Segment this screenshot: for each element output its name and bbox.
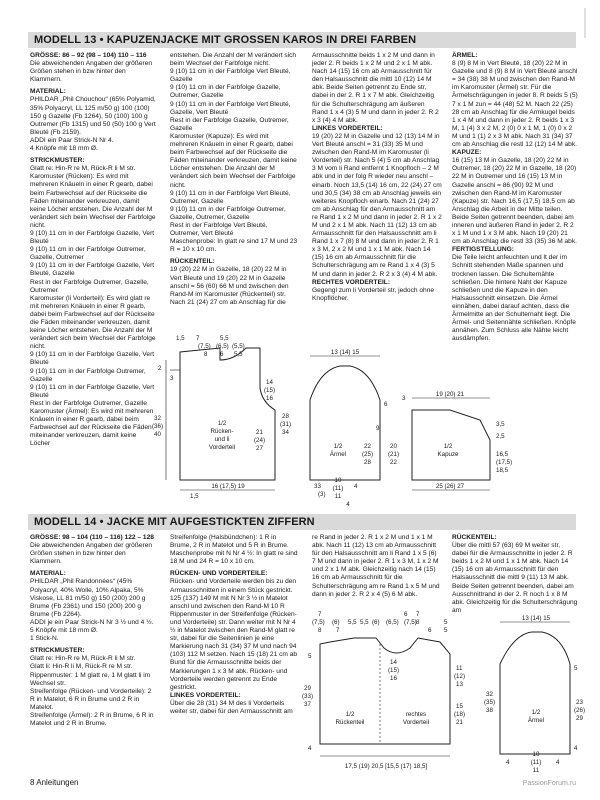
model-13-heading: MODELL 13 • KAPUZENJACKE MIT GROSSEN KAROS IN DREI FARBEN [28,32,576,48]
paragraph: PHILDAR „Phil Chouchou“ (65% Polyamid, 35% Polyacryl, LL 125 m/50 g) 100 (100) 150 g Gazelle (Fb 1264), 50 (100) 100 g Outremer (Fb 1315) und 50 (50) 100 g Vert Bleuté (Fb 2159). [30,96,156,136]
paragraph: Über die mittl 57 (63) 69 M weiter str, dabei für die Armausschnitte in jeder 2. R beids 1 x 2 M und 1 x 1 M abk. Nach 14 (15) 16 cm ab Armausschnitt für den Halsausschnitt die mittl 9 (11) 13 M abk. Beide Seiten getrennt beenden, dabei am Ausschnittrand in der 2. R noch 1 x 8 M abk. Gleichzeitig für die Schulterschrägung am [452,542,578,614]
paragraph: 19 (20) 22 M in Gazelle, 18 (20) 22 M in Vert Bleuté und 19 (20) 22 M in Gazelle anschl = 56 (60) 66 M und zwischen den Rand-M im Karomuster (Rückenteil) str. Nach 21 (24) 27 cm ab Anschlag für die [170,266,289,306]
paragraph: Armausschnitte beids 1 x 2 M und dann in jeder 2. R beids 1 x 2 M und 2 x 1 M abk. Nach 14 (15) 16 cm ab Armausschnitt für den Halsausschnitt die mittl 10 (12) 14 M abk. Beide Seiten getrennt zu Ende str, dabei in der 2. R 1 x 7 M abk. Gleichzeitig für die Schulterschrägung am äußeren Rand 1 x 4 (3) 5 M und dann in jeder 2. R 2 x 3 (4) 4 M abk. [312,52,439,124]
paragraph: re Rand in jeder 2. R 1 x 2 M und 1 x 1 M abk. Nach 11 (12) 13 cm ab Armausschnitt für den Halsausschnitt am li Rand 1 x 5 (6) 7 M und dann in jeder 2. R 1 x 3 M, 1 x 2 M und 2 x 1 M abk. Gleichzeitig nach 14 (15) 16 cm ab Armausschnitt für die Schulterschrägung am re Rand 1 x 5 M und dann in jeder 2. R 2 x 4 (5) 6 M abk. [312,534,440,598]
m13-sleeve-dim-1: 6 [384,401,388,408]
m14-sleeve-label-1: 1/2 [531,709,541,716]
section-heading: RÜCKEN- UND VORDERTEILE: [170,570,268,578]
paragraph: entstehen. Die Anzahl der M verändert sich beim Wechsel der Farbfolge nicht. [170,52,297,68]
m13-dim-7: 8 [204,351,208,358]
m13-hood-bottom: 25 (26) 27 [435,483,465,490]
paragraph: Die Teile leicht anfeuchten und lt der im Schnitt stehenden Maße spannen und trocknen lassen. Die Schulternähte schließen. Die hintere Naht der Kapuze schließen und die Kapuze in den Halsausschnitt einsetzen. Die Ärmel einnähen, dabei darauf achten, dass die Ärmelmitte an der Schulternaht liegt. Die Ärmel- und Seitennähte schließen. Knöpfe annähen. Zum Schluss alle Nähte leicht ausdämpfen. [452,254,576,343]
paragraph: Rest in der Farbfolge Outremer, Gazelle, Outremer [30,278,149,294]
m14-sleeve-b5: 4 [556,759,560,766]
m14-right-2: (12) [454,673,466,680]
paragraph: Maschenprobe: In glatt re sind 17 M und 23 R = 10 x 10 cm. [170,238,298,254]
m14-top-14: 6 [428,627,432,634]
m13-hood-top: 19 (20) 21 [435,391,465,398]
m14-sleeve-l1: 32 [486,691,493,698]
section-heading: MATERIAL: [30,88,66,96]
m13-dim-20: 3 [170,375,174,382]
m14-mid-2: (15) [388,667,400,674]
m14-left-2: 29 [304,685,311,692]
m14-schematic [300,604,590,774]
section-heading: MATERIAL: [30,570,66,578]
m14-sleeve-top: 13 (14) 15 [521,615,551,622]
paragraph: Rücken- und Vorderteile werden bis zu den Armausschnitten in einem Stück gestrickt. [170,578,297,594]
m13-dim-16: 21 [256,429,263,436]
page-edge-mark [584,8,586,38]
m14-top-3: 8 [318,627,322,634]
m14-top-2: (7,5) [312,619,325,626]
m13-text-col-2 [170,52,298,322]
paragraph: 9 (10) 11 cm in der Farbfolge Outremer, Gazelle, Outremer [30,246,146,262]
paragraph: Karomuster (li Vorderteil): Es wird glatt re mit mehreren Knäueln in einer R gearb, dabei beim Farbwechsel auf der Rückseite die Fäden miteinander verkreuzen, damit keine Löcher entstehen. Die Anzahl der M verändert sich beim Wechsel der Farbfolge nicht. [30,294,156,351]
m14-mid-1: 14 [390,659,397,666]
m14-top-5: 5,5 [348,619,357,626]
paragraph: 9 (10) 11 cm in der Farbfolge Gazelle, Vert Bleuté [30,383,155,399]
paragraph: 9 (10) 11 cm in der Farbfolge Vert Bleuté, Gazelle [170,68,291,84]
m14-top-9: 6 [404,611,408,618]
m13-sleeve-b4: 4 [346,501,350,508]
paragraph: 125 (137) 149 M mit N Nr 3 ½ in Matelot anschl und zwischen den Rand-M 10 R Rippenmuster in der Streifenfolge (Rücken- und Vorderteile) str. Dann weiter mit N Nr 4 ½ in Matelot zwischen den Rand-M glatt re str, dabei für die Seitenlinien je eine Markierung nach 31 (34) 37 M und nach 94 (103) 112 M setzen. Nach 15 (18) 21 cm ab Bund für die Armausschnitte beids der Markierungen 1 x 3 M abk. Rücken- und Vorderteile werden getrennt zu Ende gestrickt. [170,594,298,691]
m13-dim-8: 6 [220,351,224,358]
m14-label-l1: 1/2 [345,711,355,718]
paragraph: 9 (10) 11 cm in der Farbfolge Outremer, Gazelle [30,367,146,383]
m13-hood-dim-4: (17,5) [496,459,513,466]
m13-dim-22: (36) [152,423,164,430]
m14-sleeve-label-2: Ärmel [527,717,545,724]
m13-back-shape [180,348,275,480]
paragraph: Glatt re: Hin-R re M, Rück-R li M str. [30,165,136,173]
paragraph: PHILDAR „Phil Randonnées“ (45% Polyacryl, 40% Wolle, 10% Alpaka, 5% Viskose, LL 81 m/50 g) 150 (200) 200 g Brume (Fb 2361) und 150 (200) 200 g Brume (Fb 2264). [30,578,146,618]
paragraph: Die abweichenden Angaben der größeren Größen stehen in bzw hinter den Klammern. [30,542,153,566]
m14-top-12: 8 [416,619,420,626]
paragraph: Die abweichenden Angaben der größeren Größen stehen in bzw hinter den Klammern. [30,60,153,84]
paragraph: Streifenfolge (Halsbündchen): 1 R in Brume, 2 R in Matelot und 5 R in Brume. [170,534,289,550]
m14-top-16: 5 [444,627,448,634]
m14-text-col-2 [170,534,298,774]
m13-dim-13: 28 [282,413,289,420]
m14-right-3: 13 [456,681,463,688]
m13-dim-4: (7,5) [198,343,211,350]
m14-left-4: 37 [304,701,311,708]
m13-sleeve-label-1: 1/2 [333,443,343,450]
m14-schematic-svg [300,604,590,774]
m13-dim-14: (31) [280,421,292,428]
m14-sleeve-s2: 4 [574,745,578,752]
m13-dim-10: 14 [266,379,273,386]
m13-sleeve-dim-6: 20 [390,443,397,450]
m14-label-l2: Rückenteil [335,719,365,726]
paragraph: 9 (10) 11 cm in der Farbfolge Gazelle, Vert Bleuté [30,351,155,367]
m14-top-4: (6) [332,619,340,626]
m13-back-label-2: Rücken- [210,428,234,435]
paragraph: 9 (10) 11 cm in der Farbfolge Outremer, Gazelle, Outremer, Gazelle [170,205,286,221]
m13-dim-3: 5,5 [220,335,229,342]
m14-left-3: (33) [302,693,314,700]
paragraph: Rest in der Farbfolge Vert Bleuté, Outremer, Vert Bleuté [170,221,268,238]
m14-sleeve-b1: 10 [532,751,540,758]
paragraph: 9 (10) 11 cm in der Farbfolge Gazelle, Vert Bleuté [30,229,155,246]
m13-dim-9: 5,5 [234,351,243,358]
m13-schematic [150,330,590,510]
m13-sleeve-label-2: Ärmel [329,451,347,458]
section-heading: RÜCKENTEIL: [170,258,215,266]
model-14-heading: MODELL 14 • JACKE MIT AUFGESTICKTEN ZIFFERN [28,514,576,530]
m13-dim-2: 7 [196,335,200,342]
paragraph: 9 (10) 11 cm in der Farbfolge Gazelle, Vert Bleuté, Gazelle [30,262,155,278]
section-heading: FERTIGSTELLUNG: [452,246,514,254]
m14-bottom-mark: 4 [308,745,312,752]
paragraph: 16 (15) 13 M in Gazelle, 18 (20) 22 M in Outremer, 18 (20) 22 M in Gazelle, 18 (20) 22 M in Outremer und 16 (15) 13 M in Gazelle anschl = 86 (90) 92 M und zwischen den Rand-M im Karomuster (Kapuze) str. Nach 16,5 (17,5) 18,5 cm ab Anschlag die Arbeit in der Mitte teilen. Beide Seiten getrennt beenden, dabei am inneren und äußeren Rand in jeder 2. R 2 x 1 M und 1 x 3 M abk. Nach 19 (20) 21 cm ab Anschlag die restl 33 (35) 36 M abk. [452,157,577,246]
paragraph: Maschenprobe mit N Nr 4 ½: In glatt re sind 18 M und 24 R = 10 x 10 cm. [170,550,298,566]
m14-top-15: 5 [444,619,448,626]
m13-back-label-1: 1/2 [217,420,227,427]
m13-sleeve-b7: 4 [354,483,358,490]
m13-text-col-3 [312,52,442,322]
m13-dim-18: 27 [256,445,263,452]
m13-sleeve-dim-3: 22 [364,443,371,450]
m13-dim-15: 34 [282,429,289,436]
m14-bottom: 17,5 (19) 20,5 [15,5 (17) 18,5] [344,763,428,770]
m13-sleeve-dim-5: 28 [364,459,371,466]
m13-dim-1: 1,5 [176,335,185,342]
m13-hood-dim-2: 2,5 [496,433,505,440]
m14-sleeve-r1: 23 [576,699,583,706]
section-heading: KAPUZE: [452,149,482,157]
m13-dim-5: (6,5) [216,343,229,350]
m14-top-1: 7 [318,611,322,618]
m14-sleeve-b2: (11) [530,759,542,766]
paragraph: Rest in der Farbfolge Gazelle, Outremer, Gazelle [170,116,289,132]
m13-dim-17: (24) [254,437,266,444]
section-heading: STRICKMUSTER: [30,647,85,655]
m13-hood-label-1: 1/2 [443,443,453,450]
paragraph: ADDI je ein Paar Strick-N Nr 3 ½ und 4 ½. [30,618,154,626]
m13-sleeve-b6: (3) [318,491,326,498]
site-watermark: PassionForum.ru [522,780,576,787]
m14-top-7: (6) [372,619,380,626]
m13-sleeve-b1: 10 [334,477,342,484]
paragraph: Streifenfolge (Rücken- und Vorderteile): 2 R in Matelot, 6 R in Brume und 2 R in Matelot. [30,687,152,711]
m13-schematic-svg [150,330,590,510]
paragraph: Rest in der Farbfolge Outremer, Gazelle [30,399,147,407]
m14-top-6: 5,5 [360,619,369,626]
m14-sleeve-b3: 11 [532,767,540,774]
m13-sleeve-dim-4: (25) [362,451,374,458]
paragraph: ADDI ein Paar Strick-N Nr 4. [30,136,114,144]
m13-dim-6: (5,5) [232,343,245,350]
m14-left-1: 5 [308,653,312,660]
m13-text-col-4 [452,52,578,372]
section-heading: GRÖSSE: 86 – 92 (98 – 104) 110 – 116 [30,52,147,59]
m14-top-13: 7 [336,627,340,634]
paragraph: Gegengl zum li Vorderteil str, jedoch ohne Knopflöcher. [312,286,435,302]
m13-back-label-4: Vorderteil [208,444,236,451]
m14-sleeve-l2: (35) [484,699,496,706]
m14-sleeve-r2: (26) [574,707,586,714]
paragraph: 19 (20) 22 M in Gazelle und 12 (13) 14 M in Vert Bleuté anschl = 31 (33) 35 M und zwischen den Rand-M im Karomuster (li Vorderteil) str. Nach 5 (4) 5 cm ab Anschlag 3 M vom li Rand entfernt 1 Knopfloch – 2 M abk und in der folg R wieder neu anschl – einarb. Noch 13,5 (14) 16 cm, 22 (24) 27 cm und 30,5 (34) 38 cm ab Anschlag jeweils ein weiteres Knopfloch einarb. Nach 21 (24) 27 cm ab Anschlag für den Armausschnitt am re Rand 1 x 2 M und dann in jeder 2. R 1 x 2 M und 2 x 1 M abk. Nach 11 (12) 13 cm ab Armausschnitt für den Halsausschnitt am li Rand 1 x 7 (8) 8 M und dann in jeder 2. R 1 x 3 M, 2 x 2 M und 1 x 1 M abk. Nach 14 (15) 16 cm ab Armausschnitt für die Schulterschrägung am re Rand 1 x 4 (3) 5 M und dann in jeder 2. R 2 x 3 (4) 4 M abk. [312,132,442,278]
m13-hood-dim-5: 18,5 [496,467,509,474]
paragraph: Karomuster (Ärmel): Es wird mit mehreren Knäueln in einer R gearb, dabei beim Farbwechsel auf der Rückseite die Fäden miteinander verkreuzen, damit keine Löcher [30,408,154,448]
paragraph: 1 Stick-N. [30,635,59,643]
paragraph: 8 (9) 8 M in Vert Bleuté, 18 (20) 22 M in Gazelle und 8 (9) 8 M in Vert Bleuté anschl = 34 (38) 38 M und zwischen den Rand-M im Karomuster (Ärmel) str. Für die Ärmelschrägungen in jeder 8. R beids 5 (5) 7 x 1 M zun = 44 (48) 52 M. Nach 22 (25) 28 cm ab Anschlag für die Armkugel beids 1 x 4 M und dann in jeder 2. R beids 1 x 3 M, 1 (4) 3 x 2 M, 2 (0) 0 x 1 M, 1 (0) 0 x 2 M und 1 (1) 2 x 3 M abk. Nach 31 (34) 37 cm ab Anschlag die restl 12 (12) 14 M abk. [452,60,578,149]
m14-sleeve-s1: 5 [574,665,578,672]
section-heading: RÜCKENTEIL: [452,534,497,541]
paragraph: Karomuster (Rücken): Es wird mit mehreren Knäueln in einer R gearb, dabei beim Farbwechsel auf der Rückseite die Fäden miteinander verkreuzen, damit keine Löcher entstehen. Die Anzahl der M verändert sich beim Wechsel der Farbfolge nicht. [30,173,156,229]
section-heading: RECHTES VORDERTEIL: [312,278,391,286]
m13-dim-25: 1,5 [190,493,199,500]
m14-top-10: 7 [416,611,420,618]
paragraph: Rippenmuster: 1 M glatt re, 1 M glatt li im Wechsel str. [30,671,151,687]
m14-text-col-4 [452,534,578,614]
m13-dim-24: 16 (17,5) 19 [211,483,245,490]
m13-text-col-1 [30,52,156,504]
section-heading: GRÖSSE: 98 – 104 (110 – 116) 122 – 128 [30,534,154,541]
paragraph: Über die 28 (31) 34 M des li Vorderteils weiter str, dabei für den Armausschnitt am [170,699,293,715]
m13-sleeve-dim-7: (21) [388,451,400,458]
m13-back-label-3: und li [214,436,230,443]
m14-mid-3: 16 [390,675,397,682]
m14-top-8: (6,5) [386,619,399,626]
paragraph: Glatt li: Hin-R li M, Rück-R re M str. [30,663,133,671]
m14-right-1: 11 [456,665,463,672]
m13-sleeve-top: 13 (14) 15 [330,349,360,356]
m13-sleeve-dim-8: 22 [390,459,397,466]
m13-dim-21: 32 [154,415,161,422]
m14-sleeve-l3: 38 [486,707,493,714]
m13-dim-19: 2 [158,365,162,372]
m14-text-col-1 [30,534,156,734]
m14-right-5: (18) [454,711,466,718]
paragraph: Karomuster (Kapuze): Es wird mit mehreren Knäueln in einer R gearb, dabei beim Farbwechsel auf der Rückseite die Fäden miteinander verkreuzen, damit keine Löcher entstehen. Die Anzahl der M verändert sich beim Wechsel der Farbfolge nicht. [170,132,297,189]
paragraph: 5 Knöpfe mit 18 mm Ø. [30,627,98,635]
page-footer: 8 Anleitungen [30,778,79,787]
m13-hood-left: 3 [402,395,406,402]
m13-sleeve-b5: 33 [314,483,321,490]
paragraph: 9 (10) 11 cm in der Farbfolge Gazelle, Outremer, Gazelle [170,84,281,100]
m14-sleeve-b4: 4 [506,759,510,766]
m13-hood-dim-1: 3,5 [496,421,505,428]
section-heading: LINKES VORDERTEIL: [312,124,383,132]
paragraph: Streifenfolge (Ärmel): 2 R in Brume, 6 R in Matelot und 2 R in Brume. [30,711,154,728]
m14-sleeve-shape [500,632,570,754]
m14-top-11: (7,5) [404,619,417,626]
m14-label-r2: Vorderteil [402,719,430,726]
m14-body-shape [320,638,450,744]
m13-dim-12: 16 [266,395,273,402]
m13-hood-label-2: Kapuze [437,451,459,458]
m13-dim-11: (15) [264,387,276,394]
m14-right-6: 21 [456,719,463,726]
m13-sleeve-b2: (11) [332,485,344,492]
m13-hood-dim-3: 16,5 [496,451,509,458]
paragraph: 9 (10) 11 cm in der Farbfolge Vert Bleuté, Outremer, Gazelle [170,189,291,205]
section-heading: LINKES VORDERTEIL: [170,691,241,699]
paragraph: 9 (10) 11 cm in der Farbfolge Vert Bleuté, Gazelle, Vert Bleuté [170,100,291,116]
paragraph: 4 Knöpfe mit 18 mm Ø. [30,145,98,153]
m13-dim-23: 40 [154,431,161,438]
m14-text-col-3 [312,534,442,604]
m14-right-4: 15 [456,703,463,710]
m14-label-r1: rechtes [405,711,427,718]
section-heading: ÄRMEL: [452,52,478,59]
m13-sleeve-dim-2: 9 [376,425,380,432]
paragraph: Glatt re: Hin-R re M, Rück-R li M str. [30,655,136,663]
section-heading: STRICKMUSTER: [30,157,85,165]
m14-sleeve-r3: 29 [576,715,583,722]
m13-sleeve-b3: 11 [334,493,342,500]
